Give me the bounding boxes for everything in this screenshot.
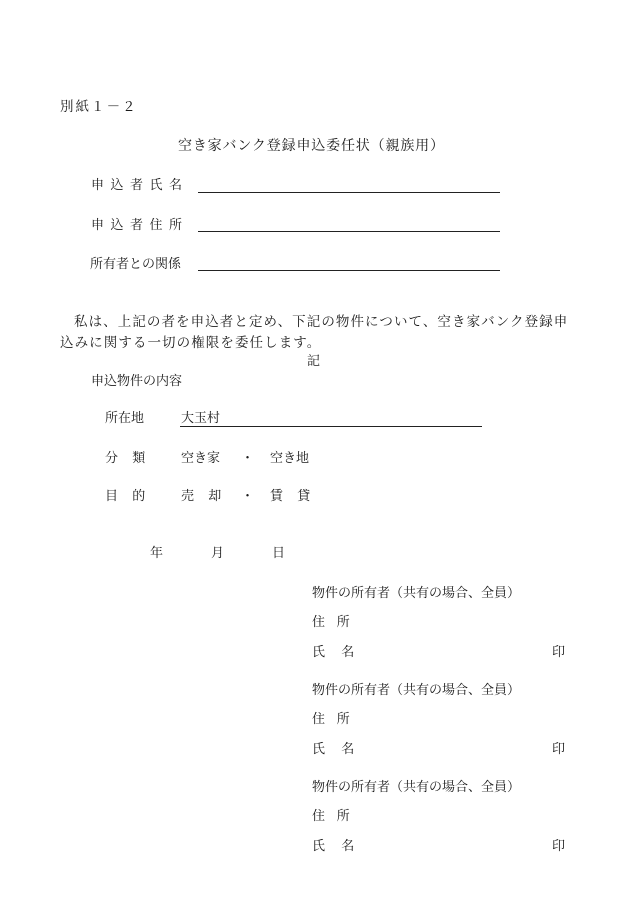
purpose-label: 目的 [105, 489, 160, 504]
date-month: 月 [211, 546, 225, 561]
applicant-name-underline [198, 192, 500, 193]
document-reference: 別紙１－２ [60, 99, 138, 115]
purpose-option-sale[interactable]: 売却 [181, 489, 236, 504]
owner-1-name-label: 氏名 [312, 645, 371, 660]
delegation-statement: 私は、上記の者を申込者と定め、下記の物件について、空き家バンク登録申込みに関する一切の権限を委任します。 [60, 314, 569, 351]
owner-2-heading: 物件の所有者（共有の場合、全員） [312, 683, 521, 698]
document-title: 空き家バンク登録申込委任状（親族用） [178, 138, 445, 154]
purpose-separator: ・ [241, 489, 255, 504]
owner-3-heading: 物件の所有者（共有の場合、全員） [312, 780, 521, 795]
category-option-akiya[interactable]: 空き家 [181, 451, 221, 466]
category-label: 分類 [105, 451, 160, 466]
property-heading: 申込物件の内容 [91, 374, 183, 389]
owner-3-seal: 印 [552, 839, 566, 854]
category-separator: ・ [241, 451, 255, 466]
applicant-name-label: 申込者氏名 [91, 178, 189, 193]
location-label: 所在地 [105, 411, 145, 426]
location-value[interactable]: 大玉村 [181, 411, 221, 426]
owner-2-name-label: 氏名 [312, 742, 371, 757]
date-day: 日 [272, 546, 286, 561]
ki-heading: 記 [307, 354, 321, 369]
date-year: 年 [150, 546, 164, 561]
owner-2-seal: 印 [552, 742, 566, 757]
owner-2-address-label: 住所 [312, 712, 362, 727]
location-underline [180, 426, 482, 427]
applicant-address-underline [198, 231, 500, 232]
owner-relationship-underline [198, 270, 500, 271]
owner-1-heading: 物件の所有者（共有の場合、全員） [312, 586, 521, 601]
category-option-akichi[interactable]: 空き地 [270, 451, 310, 466]
owner-1-seal: 印 [552, 645, 566, 660]
owner-3-address-label: 住所 [312, 809, 362, 824]
owner-3-name-label: 氏名 [312, 839, 371, 854]
purpose-option-rent[interactable]: 賃貸 [270, 489, 325, 504]
owner-1-address-label: 住所 [312, 615, 362, 630]
owner-relationship-label: 所有者との関係 [90, 257, 182, 272]
applicant-address-label: 申込者住所 [91, 218, 189, 233]
